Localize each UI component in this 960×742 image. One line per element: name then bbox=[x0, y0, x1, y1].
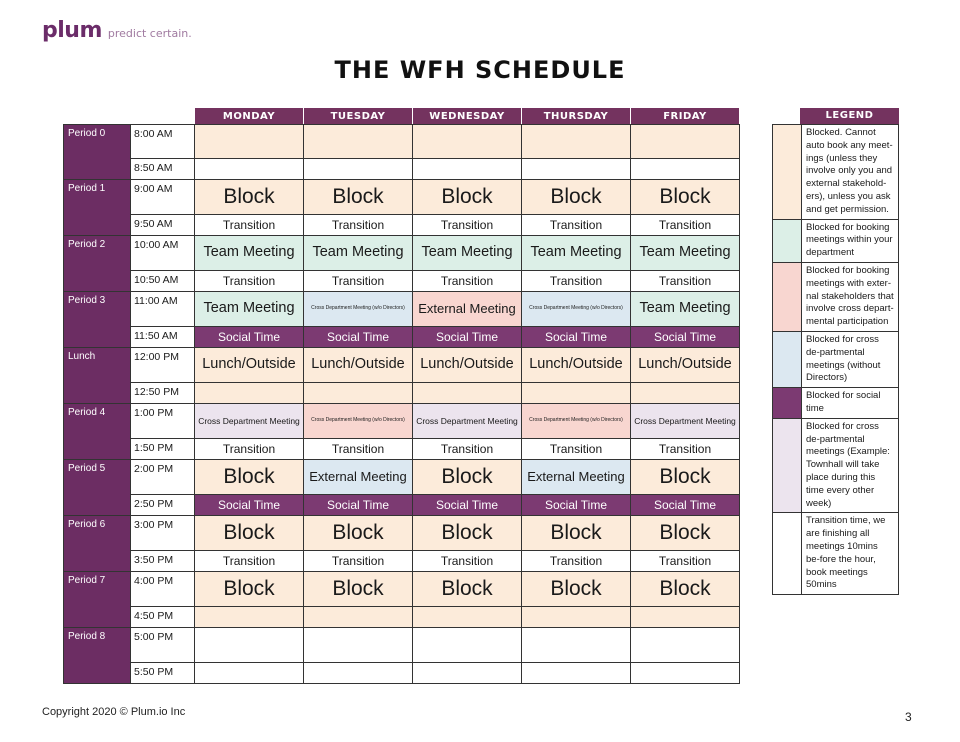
schedule-cell: Block bbox=[304, 180, 413, 215]
schedule-cell bbox=[304, 663, 413, 684]
schedule-cell: Transition bbox=[631, 439, 740, 460]
legend-text: Blocked for booking meetings with exter-nal stakeholders that involve cross depart-mental participation bbox=[806, 264, 894, 328]
legend-text: Blocked for booking meetings within your department bbox=[806, 221, 893, 259]
schedule-cell: Block bbox=[631, 460, 740, 495]
legend-swatch bbox=[773, 125, 802, 219]
schedule-cell bbox=[522, 383, 631, 404]
day-header-monday: MONDAY bbox=[195, 108, 304, 124]
period-label: Period 8 bbox=[63, 628, 131, 684]
schedule-cell bbox=[522, 628, 631, 663]
schedule-cell: Team Meeting bbox=[195, 236, 304, 271]
schedule-cell bbox=[413, 607, 522, 628]
time-slot: 1:00 PM bbox=[131, 404, 195, 439]
schedule-grid bbox=[63, 108, 740, 684]
schedule-cell bbox=[631, 383, 740, 404]
plum-logo: plum bbox=[42, 18, 102, 43]
schedule-cell: Transition bbox=[195, 439, 304, 460]
legend-rows bbox=[772, 124, 899, 595]
legend-title: LEGEND bbox=[800, 108, 899, 124]
legend bbox=[772, 108, 899, 595]
schedule-cell: Block bbox=[413, 180, 522, 215]
schedule-cell: Block bbox=[413, 460, 522, 495]
schedule-cell: Transition bbox=[304, 551, 413, 572]
schedule-cell: Block bbox=[195, 180, 304, 215]
schedule-cell bbox=[522, 159, 631, 180]
schedule-cell bbox=[195, 663, 304, 684]
schedule-cell: Transition bbox=[413, 439, 522, 460]
schedule-cell: Transition bbox=[195, 271, 304, 292]
schedule-cell: Transition bbox=[413, 215, 522, 236]
legend-swatch bbox=[773, 263, 802, 331]
schedule-cell: Cross Department Meeting (w/o Directors) bbox=[304, 292, 413, 327]
period-label: Period 0 bbox=[63, 124, 131, 180]
day-header-tuesday: TUESDAY bbox=[304, 108, 413, 124]
schedule-cell: Block bbox=[522, 572, 631, 607]
schedule-cell: Social Time bbox=[304, 327, 413, 348]
schedule-cell bbox=[304, 607, 413, 628]
schedule-cell: Cross Department Meeting (w/o Directors) bbox=[522, 404, 631, 439]
page-title: THE WFH SCHEDULE bbox=[334, 56, 626, 84]
schedule-cell bbox=[304, 124, 413, 159]
legend-text: Blocked for social time bbox=[806, 390, 881, 414]
period-label: Period 4 bbox=[63, 404, 131, 460]
schedule-cell: Team Meeting bbox=[413, 236, 522, 271]
time-slot: 9:00 AM bbox=[131, 180, 195, 215]
legend-swatch bbox=[773, 388, 802, 418]
schedule-cell: External Meeting bbox=[304, 460, 413, 495]
schedule-cell: Social Time bbox=[195, 495, 304, 516]
legend-item bbox=[772, 513, 899, 595]
time-slot: 2:50 PM bbox=[131, 495, 195, 516]
schedule-cell bbox=[522, 607, 631, 628]
legend-text: Blocked for cross de-partmental meetings (without Directors) bbox=[806, 333, 881, 384]
schedule-cell bbox=[304, 383, 413, 404]
time-slot: 12:50 PM bbox=[131, 383, 195, 404]
time-slot: 9:50 AM bbox=[131, 215, 195, 236]
time-slot: 1:50 PM bbox=[131, 439, 195, 460]
brand bbox=[42, 18, 192, 43]
schedule-cell bbox=[195, 124, 304, 159]
schedule-cell bbox=[195, 607, 304, 628]
schedule-cell bbox=[304, 628, 413, 663]
schedule-cell: Transition bbox=[631, 215, 740, 236]
schedule-cell: Lunch/Outside bbox=[522, 348, 631, 383]
schedule-cell: Social Time bbox=[413, 327, 522, 348]
schedule-cell: Transition bbox=[195, 215, 304, 236]
legend-text: Transition time, we are finishing all meetings 10mins be-fore the hour, book meetings 50mins bbox=[806, 515, 886, 591]
schedule-cell: Team Meeting bbox=[195, 292, 304, 327]
schedule-cell: Cross Department Meeting (w/o Directors) bbox=[304, 404, 413, 439]
legend-item bbox=[772, 332, 899, 388]
schedule-cell: Team Meeting bbox=[631, 236, 740, 271]
legend-item bbox=[772, 388, 899, 419]
schedule-cell: Block bbox=[631, 572, 740, 607]
period-label: Period 7 bbox=[63, 572, 131, 628]
period-label: Period 1 bbox=[63, 180, 131, 236]
schedule-cell: Social Time bbox=[522, 327, 631, 348]
legend-item bbox=[772, 419, 899, 514]
schedule-cell bbox=[631, 159, 740, 180]
day-header-friday: FRIDAY bbox=[631, 108, 740, 124]
schedule-cell: Transition bbox=[522, 551, 631, 572]
legend-item bbox=[772, 124, 899, 220]
schedule-cell: Team Meeting bbox=[631, 292, 740, 327]
time-slot: 2:00 PM bbox=[131, 460, 195, 495]
schedule-cell: Block bbox=[522, 180, 631, 215]
time-slot: 4:50 PM bbox=[131, 607, 195, 628]
schedule-cell: Block bbox=[195, 460, 304, 495]
schedule-cell bbox=[195, 383, 304, 404]
schedule-cell: Block bbox=[413, 572, 522, 607]
legend-text: Blocked for cross de-partmental meetings (Example: Townhall will take place during this time every other week) bbox=[806, 420, 890, 509]
copyright-footer: Copyright 2020 © Plum.io Inc bbox=[42, 706, 186, 718]
schedule-cell: Transition bbox=[522, 271, 631, 292]
schedule-cell bbox=[195, 159, 304, 180]
time-slot: 3:50 PM bbox=[131, 551, 195, 572]
schedule-cell: External Meeting bbox=[413, 292, 522, 327]
schedule-cell bbox=[522, 663, 631, 684]
schedule-cell bbox=[631, 124, 740, 159]
schedule-cell bbox=[413, 663, 522, 684]
time-slot: 4:00 PM bbox=[131, 572, 195, 607]
schedule-cell bbox=[304, 159, 413, 180]
time-slot: 11:00 AM bbox=[131, 292, 195, 327]
schedule-cell bbox=[631, 607, 740, 628]
day-header-wednesday: WEDNESDAY bbox=[413, 108, 522, 124]
schedule-cell: Transition bbox=[631, 551, 740, 572]
schedule-cell: Social Time bbox=[631, 495, 740, 516]
schedule-cell: Transition bbox=[522, 439, 631, 460]
schedule-cell: Block bbox=[522, 516, 631, 551]
time-slot: 5:50 PM bbox=[131, 663, 195, 684]
legend-text: Blocked. Cannot auto book any meet-ings (unless they involve only you and external stakehold-ers), unless you ask and get permission. bbox=[806, 127, 893, 215]
legend-swatch bbox=[773, 220, 802, 262]
time-slot: 12:00 PM bbox=[131, 348, 195, 383]
legend-swatch bbox=[773, 419, 802, 513]
header-spacer bbox=[63, 108, 195, 124]
time-slot: 3:00 PM bbox=[131, 516, 195, 551]
time-slot: 8:50 AM bbox=[131, 159, 195, 180]
period-label: Period 5 bbox=[63, 460, 131, 516]
schedule-cell: Team Meeting bbox=[304, 236, 413, 271]
time-slot: 5:00 PM bbox=[131, 628, 195, 663]
schedule-cell: Transition bbox=[413, 551, 522, 572]
schedule-cell: Transition bbox=[631, 271, 740, 292]
period-label: Period 3 bbox=[63, 292, 131, 348]
schedule-cell: Block bbox=[304, 516, 413, 551]
page-number: 3 bbox=[905, 710, 912, 724]
time-slot: 11:50 AM bbox=[131, 327, 195, 348]
schedule-cell: Transition bbox=[304, 439, 413, 460]
schedule-cell: Transition bbox=[522, 215, 631, 236]
schedule-cell: Cross Department Meeting bbox=[631, 404, 740, 439]
schedule-cell: Lunch/Outside bbox=[413, 348, 522, 383]
time-slot: 8:00 AM bbox=[131, 124, 195, 159]
schedule-cell bbox=[413, 124, 522, 159]
schedule-cell: Team Meeting bbox=[522, 236, 631, 271]
schedule-cell: Block bbox=[304, 572, 413, 607]
period-label: Period 6 bbox=[63, 516, 131, 572]
schedule-cell: External Meeting bbox=[522, 460, 631, 495]
schedule-cell: Cross Department Meeting bbox=[195, 404, 304, 439]
schedule-cell: Lunch/Outside bbox=[195, 348, 304, 383]
schedule-cell bbox=[413, 628, 522, 663]
schedule-cell: Transition bbox=[304, 215, 413, 236]
schedule-cell: Block bbox=[195, 572, 304, 607]
schedule-cell: Lunch/Outside bbox=[631, 348, 740, 383]
schedule-cell: Cross Department Meeting (w/o Directors) bbox=[522, 292, 631, 327]
schedule-cell bbox=[631, 663, 740, 684]
schedule-cell bbox=[413, 383, 522, 404]
time-slot: 10:50 AM bbox=[131, 271, 195, 292]
period-label: Lunch bbox=[63, 348, 131, 404]
schedule-cell: Block bbox=[413, 516, 522, 551]
schedule-cell: Block bbox=[631, 516, 740, 551]
schedule-cell bbox=[195, 628, 304, 663]
schedule-cell: Block bbox=[631, 180, 740, 215]
period-label: Period 2 bbox=[63, 236, 131, 292]
schedule-cell: Social Time bbox=[631, 327, 740, 348]
schedule-cell: Social Time bbox=[304, 495, 413, 516]
day-header-thursday: THURSDAY bbox=[522, 108, 631, 124]
schedule-cell: Transition bbox=[195, 551, 304, 572]
schedule-cell: Social Time bbox=[522, 495, 631, 516]
schedule-cell: Social Time bbox=[195, 327, 304, 348]
schedule-cell: Block bbox=[195, 516, 304, 551]
legend-item bbox=[772, 220, 899, 263]
schedule-cell: Cross Department Meeting bbox=[413, 404, 522, 439]
legend-swatch bbox=[773, 332, 802, 387]
brand-tagline: predict certain. bbox=[107, 27, 192, 40]
schedule-cell bbox=[631, 628, 740, 663]
schedule-cell: Social Time bbox=[413, 495, 522, 516]
schedule-cell bbox=[522, 124, 631, 159]
time-slot: 10:00 AM bbox=[131, 236, 195, 271]
schedule-cell: Transition bbox=[413, 271, 522, 292]
schedule-cell: Transition bbox=[304, 271, 413, 292]
schedule-cell bbox=[413, 159, 522, 180]
schedule-cell: Lunch/Outside bbox=[304, 348, 413, 383]
legend-swatch bbox=[773, 513, 802, 594]
legend-item bbox=[772, 263, 899, 332]
